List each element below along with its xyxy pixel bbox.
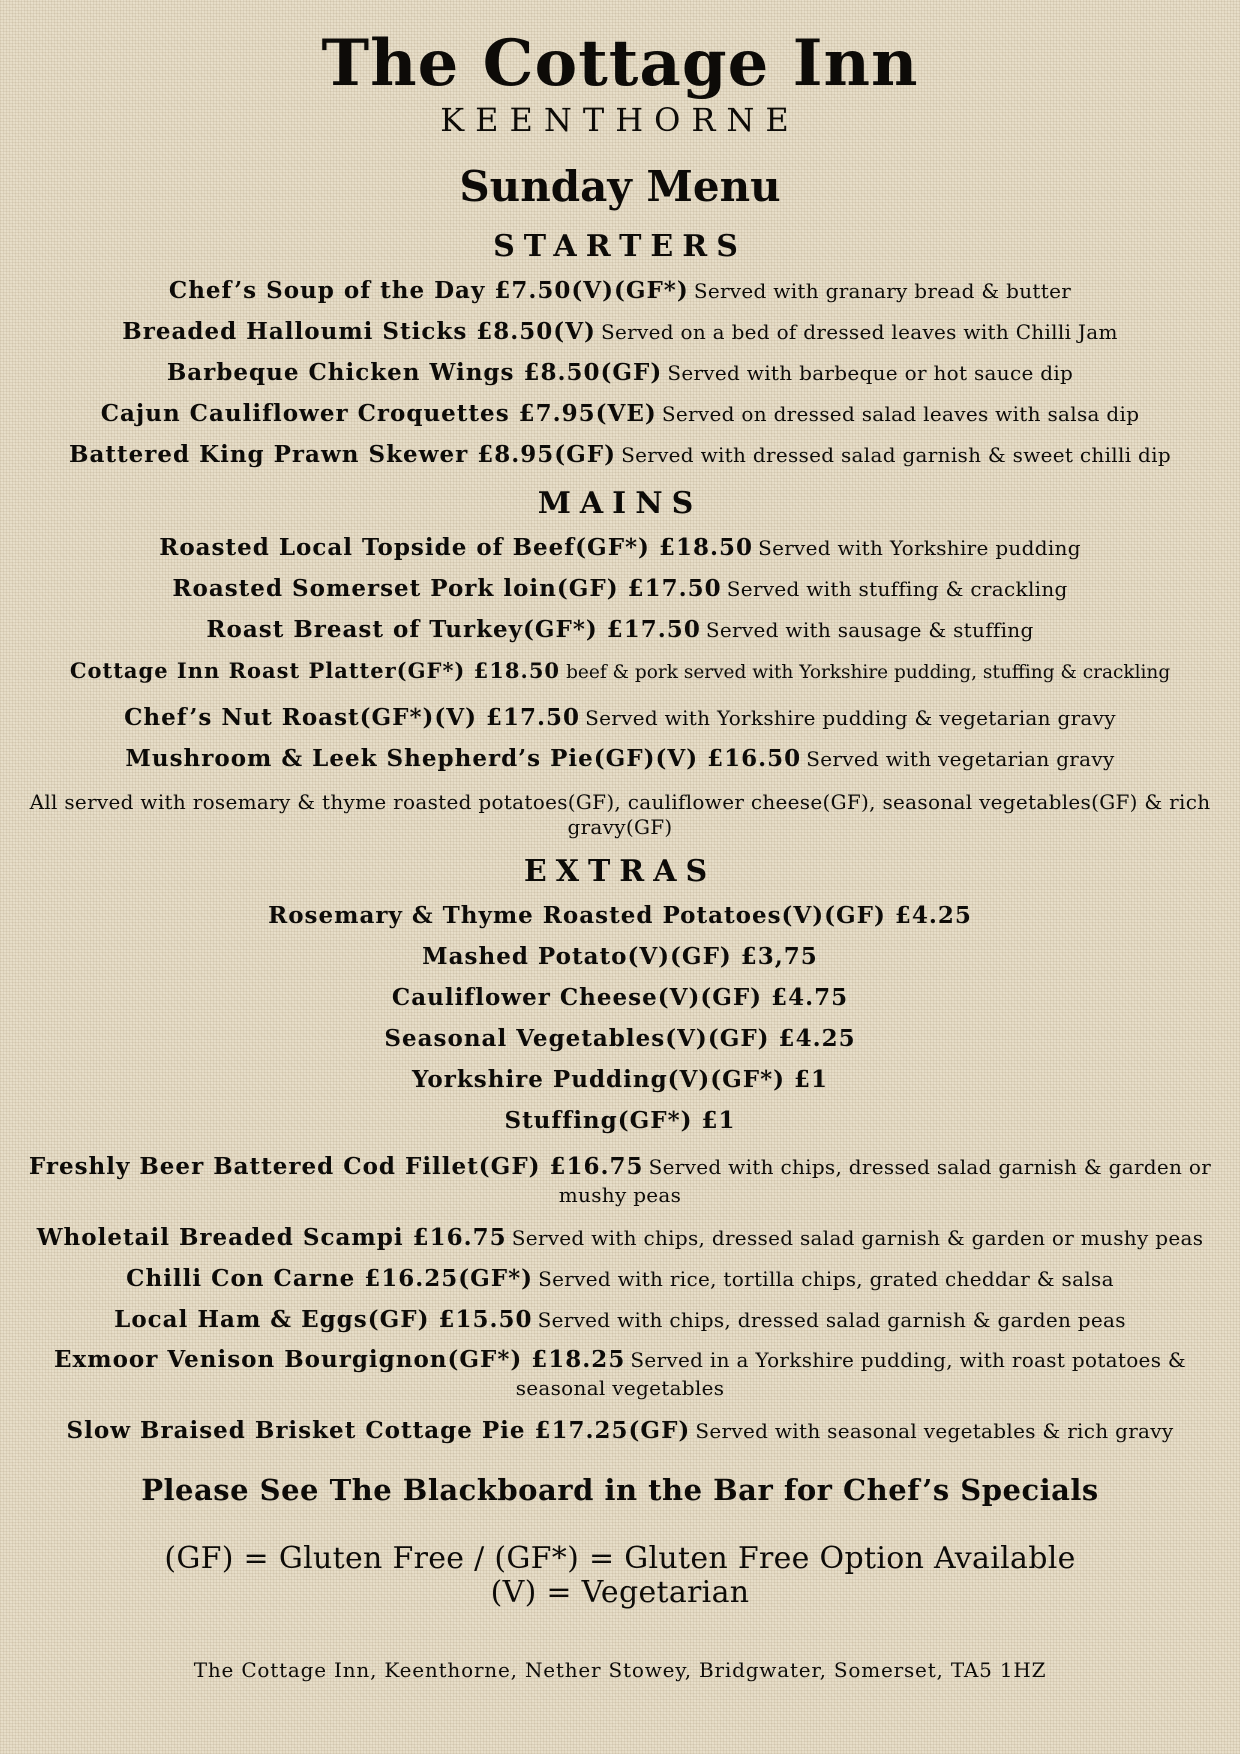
- item-name: Battered King Prawn Skewer £8.95(GF): [69, 441, 616, 468]
- item-name: Breaded Halloumi Sticks £8.50(V): [122, 318, 596, 345]
- other-main-item: [20, 1259, 1220, 1300]
- specials-notice: Please See The Blackboard in the Bar for Chef’s Specials: [141, 1473, 1099, 1507]
- extras-section: [20, 852, 1220, 1142]
- main-item: [20, 610, 1220, 651]
- item-name: Yorkshire Pudding(V)(GF*) £1: [411, 1066, 829, 1093]
- item-description: Served in a Yorkshire pudding, with roast potatoes & seasonal vegetables: [515, 1348, 1187, 1400]
- item-name: Local Ham & Eggs(GF) £15.50: [114, 1306, 533, 1333]
- menu-title: Sunday Menu: [459, 162, 781, 211]
- other-main-item: [20, 1300, 1220, 1341]
- inn-location: KEENTHORNE: [440, 101, 800, 139]
- item-name: Roasted Local Topside of Beef(GF*) £18.50: [159, 534, 753, 561]
- item-name: Mashed Potato(V)(GF) £3,75: [422, 943, 818, 970]
- extra-item: [20, 937, 1220, 978]
- item-description: beef & pork served with Yorkshire pudding, stuffing & crackling: [566, 662, 1171, 683]
- item-name: Barbeque Chicken Wings £8.50(GF): [166, 359, 663, 386]
- starter-item: [20, 394, 1220, 435]
- item-name: Mushroom & Leek Shepherd’s Pie(GF)(V) £16.50: [125, 745, 802, 772]
- item-name: Chilli Con Carne £16.25(GF*): [126, 1265, 534, 1292]
- item-description: Served with vegetarian gravy: [806, 747, 1115, 771]
- extra-item: [20, 1060, 1220, 1101]
- starters-heading: STARTERS: [493, 229, 747, 264]
- item-description: Served with sausage & stuffing: [705, 618, 1034, 642]
- item-name: Chef’s Soup of the Day £7.50(V)(GF*): [168, 277, 689, 304]
- main-item: [20, 739, 1220, 780]
- item-name: Seasonal Vegetables(V)(GF) £4.25: [384, 1025, 856, 1052]
- item-description: Served with barbeque or hot sauce dip: [667, 361, 1074, 385]
- main-item: [20, 569, 1220, 610]
- item-name: Rosemary & Thyme Roasted Potatoes(V)(GF) £4.25: [268, 902, 972, 929]
- dietary-legend: [0, 1542, 1240, 1610]
- other-main-item: [20, 1218, 1220, 1259]
- item-description: Served on dressed salad leaves with salsa dip: [661, 402, 1140, 426]
- item-name: Cajun Cauliflower Croquettes £7.95(VE): [100, 400, 657, 427]
- item-description: Served with Yorkshire pudding & vegetarian gravy: [585, 706, 1116, 730]
- extra-item: [20, 896, 1220, 937]
- item-name: Cauliflower Cheese(V)(GF) £4.75: [391, 984, 849, 1011]
- starter-item: [20, 353, 1220, 394]
- inn-address: The Cottage Inn, Keenthorne, Nether Stowey, Bridgwater, Somerset, TA5 1HZ: [193, 1658, 1047, 1682]
- item-name: Wholetail Breaded Scampi £16.75: [36, 1224, 507, 1251]
- item-name: Roasted Somerset Pork loin(GF) £17.50: [172, 575, 722, 602]
- mains-accompaniments-note: All served with rosemary & thyme roasted potatoes(GF), cauliflower cheese(GF), seasonal vegetables(GF) & rich gravy(GF): [29, 790, 1211, 839]
- legend-vegetarian-line: (V) = Vegetarian: [490, 1575, 750, 1610]
- other-main-item: [20, 1347, 1220, 1403]
- extra-item: [20, 1101, 1220, 1142]
- item-description: Served with dressed salad garnish & sweet chilli dip: [621, 443, 1171, 467]
- item-name: Exmoor Venison Bourgignon(GF*) £18.25: [53, 1346, 626, 1373]
- item-name: Chef’s Nut Roast(GF*)(V) £17.50: [124, 704, 581, 731]
- other-main-item: [20, 1154, 1220, 1210]
- item-name: Cottage Inn Roast Platter(GF*) £18.50: [69, 658, 561, 683]
- item-description: Served with seasonal vegetables & rich gravy: [695, 1419, 1174, 1443]
- extra-item: [20, 978, 1220, 1019]
- starters-section: [20, 227, 1220, 476]
- item-description: Served with chips, dressed salad garnish & garden or mushy peas: [511, 1226, 1204, 1250]
- item-name: Stuffing(GF*) £1: [504, 1107, 736, 1134]
- item-description: Served with stuffing & crackling: [726, 577, 1068, 601]
- item-name: Freshly Beer Battered Cod Fillet(GF) £16.75: [28, 1153, 644, 1180]
- starter-item: [20, 435, 1220, 476]
- other-main-item: [20, 1411, 1220, 1452]
- extra-item: [20, 1019, 1220, 1060]
- item-name: Slow Braised Brisket Cottage Pie £17.25(GF): [66, 1417, 691, 1444]
- item-description: Served with Yorkshire pudding: [758, 536, 1081, 560]
- other-mains-section: [20, 1148, 1220, 1452]
- item-name: Roast Breast of Turkey(GF*) £17.50: [206, 616, 701, 643]
- starter-item: [20, 271, 1220, 312]
- item-description: Served with chips, dressed salad garnish & garden or mushy peas: [558, 1155, 1212, 1207]
- main-item: [20, 651, 1220, 698]
- mains-heading: MAINS: [537, 486, 703, 521]
- item-description: Served with rice, tortilla chips, grated cheddar & salsa: [538, 1267, 1114, 1291]
- mains-section: [20, 484, 1220, 840]
- item-description: Served on a bed of dressed leaves with Chilli Jam: [601, 320, 1118, 344]
- item-description: Served with granary bread & butter: [693, 279, 1072, 303]
- main-item: [20, 528, 1220, 569]
- extras-heading: EXTRAS: [523, 854, 717, 889]
- main-item: [20, 698, 1220, 739]
- starter-item: [20, 312, 1220, 353]
- inn-name: The Cottage Inn: [321, 26, 919, 101]
- legend-gluten-line: (GF) = Gluten Free / (GF*) = Gluten Free Option Available: [164, 1541, 1076, 1576]
- item-description: Served with chips, dressed salad garnish & garden peas: [537, 1308, 1126, 1332]
